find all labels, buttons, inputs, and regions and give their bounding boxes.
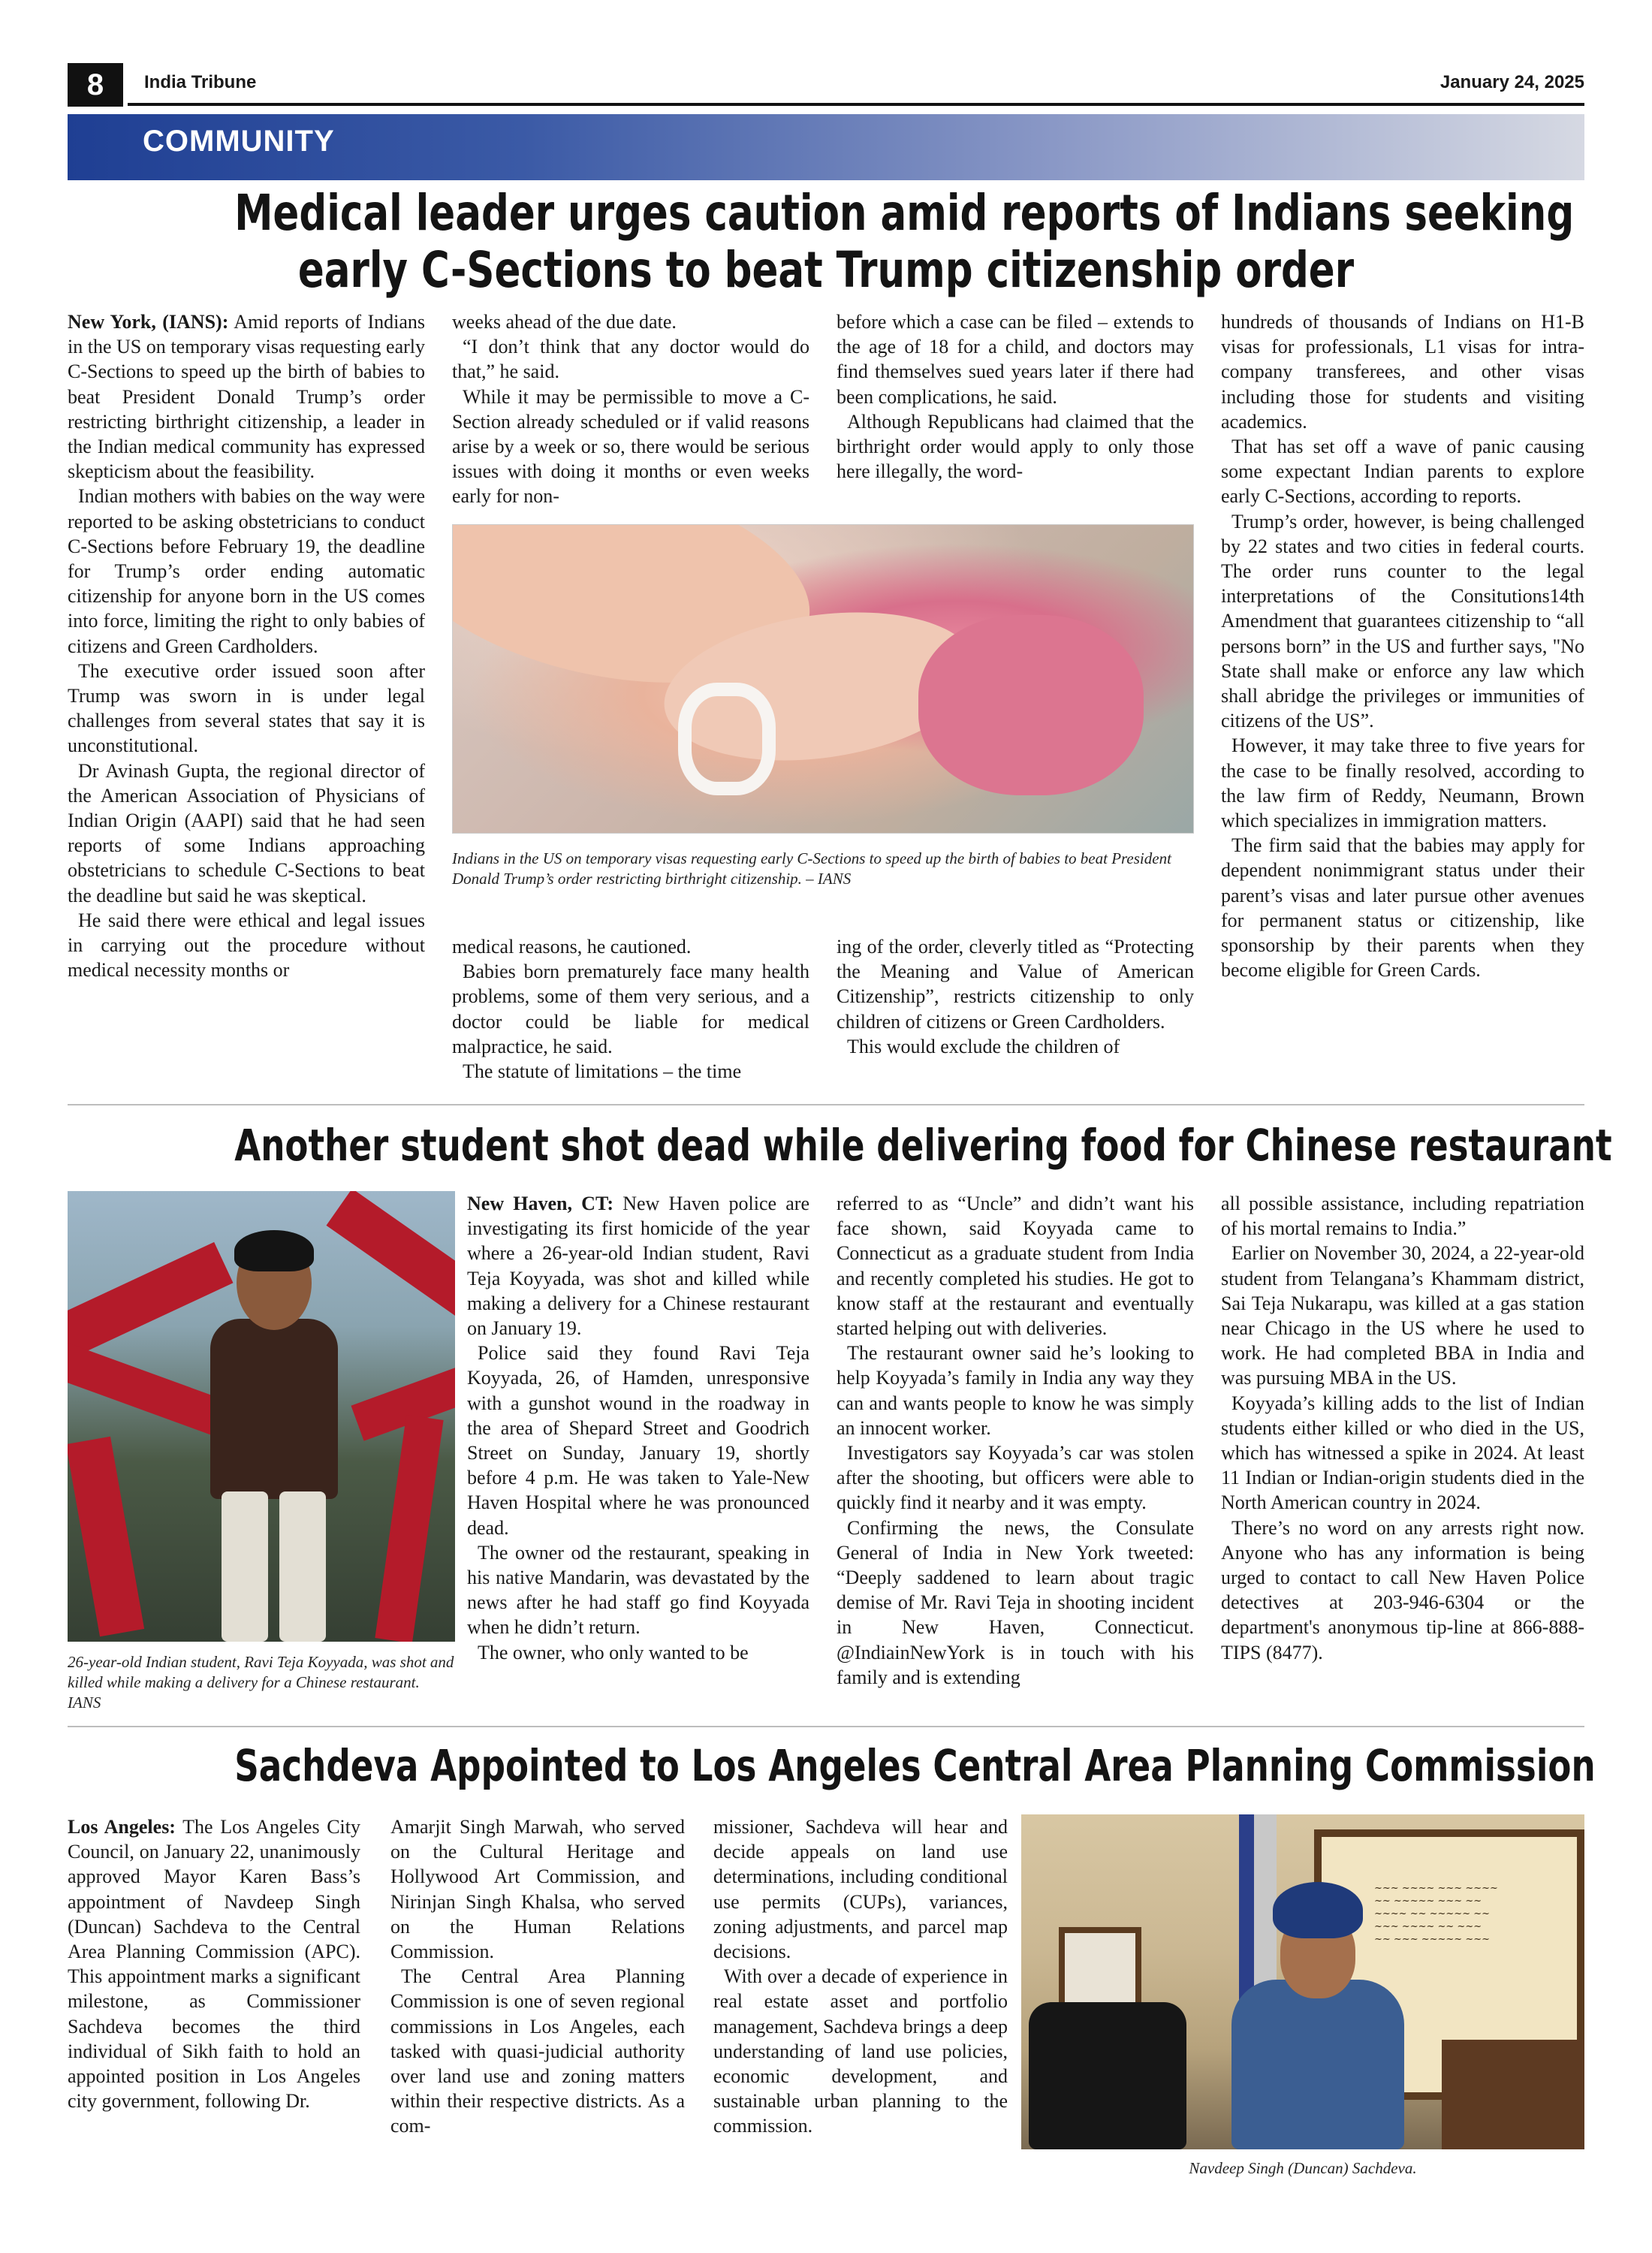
article3-column-1 <box>68 1814 360 2113</box>
page-number: 8 <box>68 63 123 107</box>
issue-date: January 24, 2025 <box>1439 72 1584 92</box>
section-label: COMMUNITY <box>143 125 335 158</box>
article2-photo-caption: 26-year-old Indian student, Ravi Teja Koyyada, was shot and killed while making a delivery for a Chinese restaurant. IANS <box>68 1653 454 1712</box>
article1-paragraph: Dr Avinash Gupta, the regional director of the American Association of Physicians of Indian Origin (AAPI) said that he had seen reports of some Indians approaching obstetricians to schedule C-Sections to beat the deadline but said he was skeptical. <box>68 759 425 906</box>
article1-photo-caption: Indians in the US on temporary visas requesting early C-Sections to speed up the birth of babies to beat President Donald Trump’s order restricting birthright citizenship. – IANS <box>452 849 1171 888</box>
article2-paragraph: Confirming the news, the Consulate General of India in New York tweeted: “Deeply saddened to learn about tragic demise of Mr. Ravi Teja in shooting incident in New Haven, Connecticut. @IndiainNewYork is in touch with his family and is extending <box>837 1516 1194 1688</box>
article1-paragraph: That has set off a wave of panic causing some expectant Indian parents to explore early C-Sections, according to reports. <box>1221 436 1584 508</box>
article1-column-2-top <box>452 309 809 509</box>
section-divider <box>68 1726 1584 1727</box>
article1-paragraph: weeks ahead of the due date. <box>452 311 677 333</box>
article3-photo-caption: Navdeep Singh (Duncan) Sachdeva. <box>1189 2159 1417 2177</box>
article1-column-2-bottom <box>452 934 809 1084</box>
article2-paragraph: Koyyada’s killing adds to the list of Indian students either killed or who died in the US, which has witnessed a spike in 2024. At least 11 Indian or Indian-origin students died in the North American country in 2024. <box>1221 1392 1584 1514</box>
article1-lead: Amid reports of Indians in the US on temporary visas requesting early C-Sections to speed up the birth of babies to beat President Donald Trump’s order restricting birthright citizenship, a leader in the Indian medical community has expressed skepticism about the feasibility. <box>68 311 425 483</box>
student-photo <box>68 1191 455 1642</box>
article2-paragraph: The owner, who only wanted to be <box>478 1641 749 1663</box>
article1-paragraph: The firm said that the babies may apply for dependent nonimmigrant status under their parent’s visas and later pursue other avenues for permanent status or citizenship, like sponsorship by their parents when they become eligible for Green Cards. <box>1221 834 1584 982</box>
article1-column-4 <box>1221 309 1584 982</box>
article2-paragraph: The owner od the restaurant, speaking in his native Mandarin, was devastated by the news after he had staff go find Koyyada when he didn’t return. <box>467 1541 809 1639</box>
article2-paragraph: There’s no word on any arrests right now. Anyone who has any information is being urged to contact to call New Haven Police detectives at 203-946-6304 or the department's anonymous tip-line at 866-888-TIPS (8477). <box>1221 1516 1584 1663</box>
article2-lead: New Haven police are investigating its first homicide of the year where a 26-year-old Indian student, Ravi Teja Koyyada, was shot and killed while making a delivery for a Chinese restaurant on January 19. <box>467 1193 810 1340</box>
article1-paragraph: before which a case can be filed – extends to the age of 18 for a child, and doctors may find themselves sued years later if there had been complications, he said. <box>837 311 1194 408</box>
sachdeva-photo <box>1021 1814 1584 2149</box>
article2-column-1 <box>467 1191 809 1665</box>
article1-paragraph: medical reasons, he cautioned. <box>452 936 692 958</box>
header-rule <box>128 103 1584 106</box>
article1-paragraph: This would exclude the children of <box>847 1035 1120 1057</box>
article1-paragraph: The executive order issued soon after Trump was sworn in is under legal challenges from several states that say it is unconstitutional. <box>68 659 425 757</box>
article1-dateline: New York, (IANS): <box>68 311 229 333</box>
article1-headline <box>234 184 1575 299</box>
article1-paragraph: Babies born prematurely face many health problems, some of them very serious, and a doctor could be liable for medical malpractice, he said. <box>452 961 809 1057</box>
article1-paragraph: However, it may take three to five years for the case to be finally resolved, according to the law firm of Reddy, Neumann, Brown which specializes in immigration matters. <box>1221 734 1584 832</box>
article1-column-3-bottom <box>837 934 1194 1059</box>
article2-paragraph: all possible assistance, including repatriation of his mortal remains to India.” <box>1221 1193 1584 1240</box>
article1-paragraph: Trump’s order, however, is being challenged by 22 states and two cities in federal courts. The order runs counter to the legal interpretations of the Consitutions14th Amendment that guarantees citizenship to “all persons born” in the US and further says, "No State shall make or enforce any law which shall abridge the privileges or immunities of citizens of the US”. <box>1221 510 1584 732</box>
article2-headline: Another student shot dead while delivering food for Chinese restaurant <box>234 1120 1612 1171</box>
article1-paragraph: Indian mothers with babies on the way were reported to be asking obstetricians to conduct C-Sections before February 19, the deadline for Trump’s order ending automatic citizenship for anyone born in the US comes into force, limiting the right to only babies of citizens and Green Cardholders. <box>68 485 425 657</box>
article3-column-2 <box>390 1814 685 2139</box>
article2-paragraph: Earlier on November 30, 2024, a 22-year-old student from Telangana’s Khammam district, Sai Teja Nukarapu, was killed at a gas station near Chicago in the US where he used to work. He had completed BBA in India and was pursuing MBA in the US. <box>1221 1242 1584 1389</box>
article1-paragraph: ing of the order, cleverly titled as “Protecting the Meaning and Value of American Citizenship”, restricts citizenship to only children of citizens or Green Cardholders. <box>837 936 1194 1033</box>
article2-dateline: New Haven, CT: <box>467 1193 614 1214</box>
article3-lead: The Los Angeles City Council, on January 22, unanimously approved Mayor Karen Bass’s appointment of Navdeep Singh (Duncan) Sachdeva to the Central Area Planning Commission (APC). This appointment marks a significant milestone, as Commissioner Sachdeva becomes the third individual of Sikh faith to hold an appointed position in Los Angeles city government, following Dr. <box>68 1816 361 2113</box>
article1-paragraph: He said there were ethical and legal issues in carrying out the procedure without medical necessity months or <box>68 909 425 982</box>
article1-column-1 <box>68 309 425 982</box>
article1-headline-line2: early C-Sections to beat Trump citizenship order <box>297 241 1355 299</box>
article3-paragraph: Amarjit Singh Marwah, who served on the Cultural Heritage and Hollywood Art Commission, and Nirinjan Singh Khalsa, who served on the Human Relations Commission. <box>390 1816 685 1963</box>
framed-document: ~~~ ~~~~ ~~~ ~~~~ ~~ ~~~~~ ~~~ ~~ ~~~~ ~~ ~~~~~ ~~ ~~~ ~~~~ ~~ ~~~ ~~ ~~~ ~~~~~ ~~~ <box>1374 1883 1498 1945</box>
article2-paragraph: Police said they found Ravi Teja Koyyada, 26, of Hamden, unresponsive with a gunshot wound in the roadway in the area of Shepard Street and Goodrich Street on Sunday, January 19, shortly before 4 p.m. He was taken to Yale-New Haven Hospital where he was pronounced dead. <box>467 1342 809 1539</box>
article2-paragraph: Investigators say Koyyada’s car was stolen after the shooting, but officers were able to quickly find it nearby and it was empty. <box>837 1442 1194 1514</box>
article1-headline-line1: Medical leader urges caution amid reports of Indians seeking <box>234 184 1575 242</box>
article2-column-2 <box>837 1191 1194 1690</box>
baby-hands-photo <box>452 524 1194 834</box>
article3-paragraph: The Central Area Planning Commission is one of seven regional commissions in Los Angeles, each tasked with quasi-judicial authority over land use and zoning matters within their respective districts. As a com- <box>390 1965 685 2137</box>
article1-paragraph: hundreds of thousands of Indians on H1-B visas for professionals, L1 visas for intra-company transferees, and other visas including those for students and visiting academics. <box>1221 311 1584 433</box>
article2-paragraph: The restaurant owner said he’s looking to help Koyyada’s family in India any way they can and wants people to know he was simply an innocent worker. <box>837 1342 1194 1439</box>
article1-paragraph: While it may be permissible to move a C-Section already scheduled or if valid reasons arise by a week or so, there would be serious issues with doing it months or even weeks early for non- <box>452 385 809 508</box>
article3-paragraph: With over a decade of experience in real estate asset and portfolio management, Sachdeva brings a deep understanding of land use policies, economic development, and sustainable urban planning to the commission. <box>713 1965 1008 2137</box>
article1-paragraph: Although Republicans had claimed that the birthright order would apply to only those here illegally, the word- <box>837 410 1194 483</box>
publication-name: India Tribune <box>144 72 257 92</box>
article1-paragraph: The statute of limitations – the time <box>463 1060 742 1083</box>
article1-paragraph: “I don’t think that any doctor would do that,” he said. <box>452 336 809 383</box>
section-divider <box>68 1104 1584 1105</box>
article3-dateline: Los Angeles: <box>68 1816 176 1838</box>
article1-column-3-top <box>837 309 1194 484</box>
article3-column-3 <box>713 1814 1008 2139</box>
article3-paragraph: missioner, Sachdeva will hear and decide appeals on land use determinations, including conditional use permits (CUPs), variances, zoning adjustments, and parcel map decisions. <box>713 1816 1008 1963</box>
article2-column-3 <box>1221 1191 1584 1665</box>
article2-paragraph: referred to as “Uncle” and didn’t want his face shown, said Koyyada came to Connecticut as a graduate student from India and recently completed his studies. He got to know staff at the restaurant and eventually started helping out with deliveries. <box>837 1193 1194 1340</box>
article3-headline: Sachdeva Appointed to Los Angeles Central Area Planning Commission <box>234 1740 1596 1791</box>
